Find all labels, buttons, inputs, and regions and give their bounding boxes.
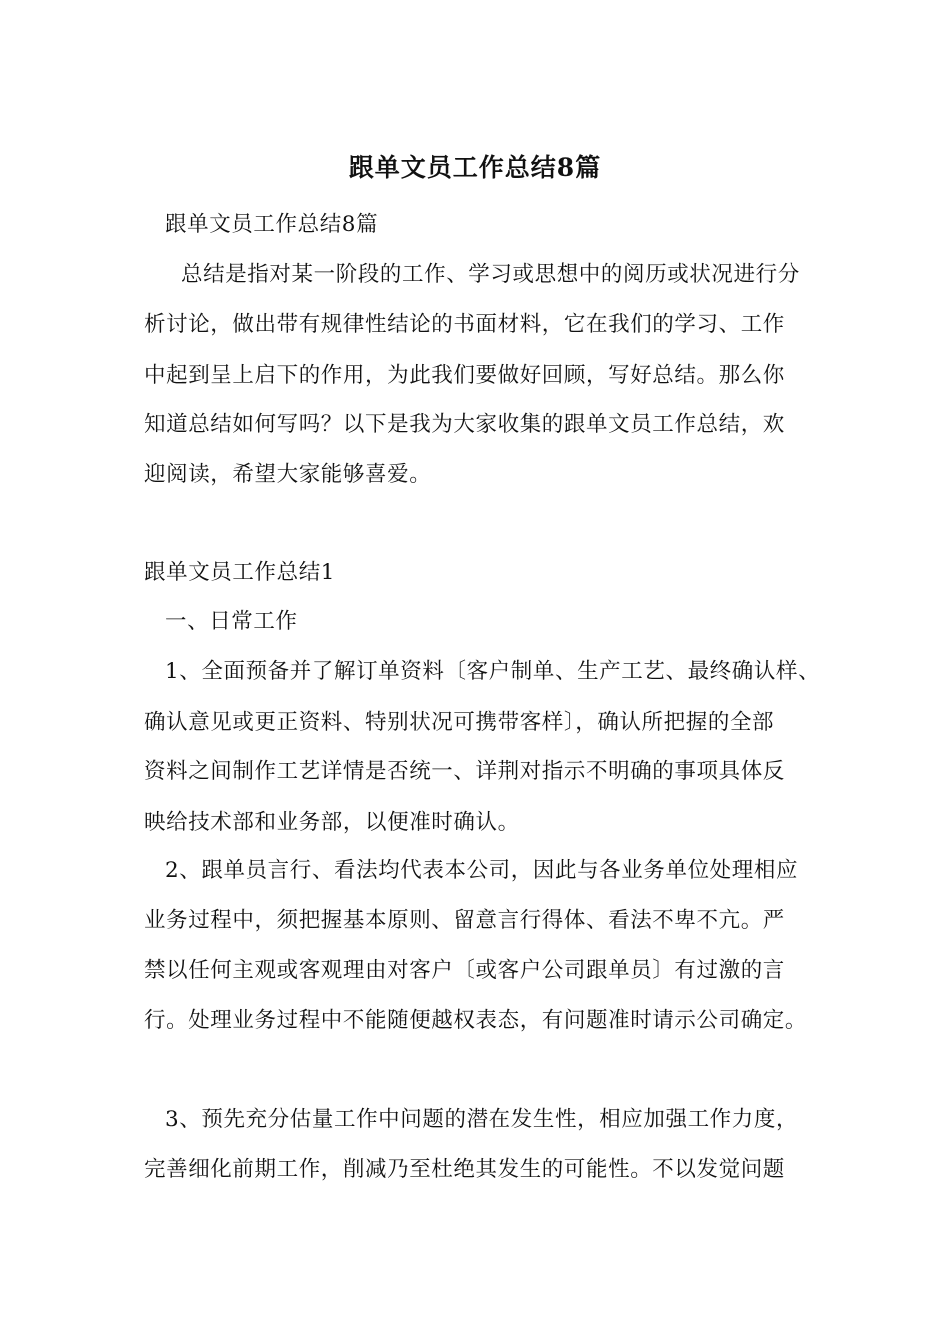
item1-line: 映给技术部和业务部，以便准时确认。	[144, 810, 520, 835]
intro-line: 知道总结如何写吗？以下是我为大家收集的跟单文员工作总结，欢	[144, 412, 785, 437]
item2-line: 2、跟单员言行、看法均代表本公司，因此与各业务单位处理相应	[165, 858, 799, 883]
item1-line: 资料之间制作工艺详情是否统一、详荆对指示不明确的事项具体反	[144, 759, 785, 784]
document-subtitle: 跟单文员工作总结8篇	[165, 212, 379, 237]
section-heading: 跟单文员工作总结1	[144, 560, 336, 585]
intro-line: 总结是指对某一阶段的工作、学习或思想中的阅历或状况进行分	[181, 262, 800, 287]
item1-line: 1、全面预备并了解订单资料〔客户制单、生产工艺、最终确认样、	[165, 659, 821, 684]
intro-line: 析讨论，做出带有规律性结论的书面材料，它在我们的学习、工作	[144, 312, 785, 337]
subsection-heading: 一、日常工作	[165, 609, 298, 634]
item1-line: 确认意见或更正资料、特别状况可携带客样〕，确认所把握的全部	[144, 710, 775, 735]
intro-line: 中起到呈上启下的作用，为此我们要做好回顾，写好总结。那么你	[144, 363, 785, 388]
item2-line: 业务过程中，须把握基本原则、留意言行得体、看法不卑不亢。严	[144, 908, 785, 933]
document-title: 跟单文员工作总结8篇	[348, 153, 602, 182]
item2-line: 行。处理业务过程中不能随便越权表态，有问题准时请示公司确定。	[144, 1008, 808, 1033]
intro-line: 迎阅读，希望大家能够喜爱。	[144, 462, 432, 487]
item3-line: 完善细化前期工作，削减乃至杜绝其发生的可能性。不以发觉问题	[144, 1157, 785, 1182]
item3-line: 3、预先充分估量工作中问题的潜在发生性，相应加强工作力度，	[165, 1107, 799, 1132]
item2-line: 禁以任何主观或客观理由对客户〔或客户公司跟单员〕有过激的言	[144, 958, 785, 983]
